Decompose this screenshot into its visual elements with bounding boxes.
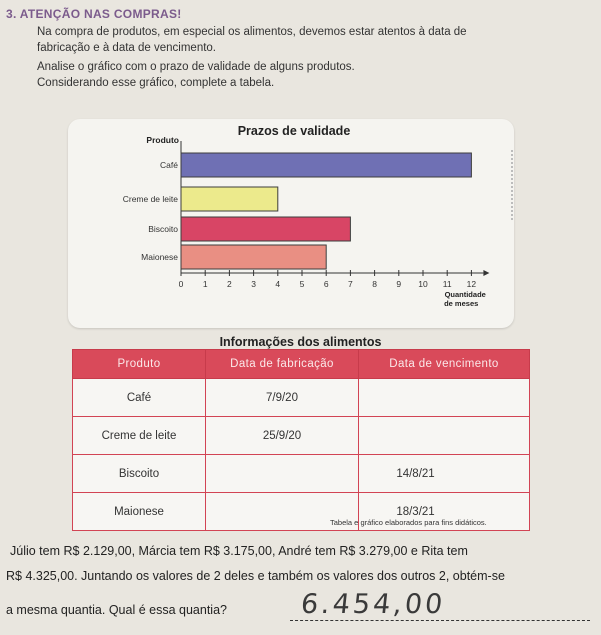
bar bbox=[181, 217, 350, 241]
question-line-2: fabricação e à data de vencimento. bbox=[37, 42, 217, 54]
table-header-row bbox=[73, 350, 530, 379]
category-label: Biscoito bbox=[148, 224, 178, 234]
x-tick-label: 0 bbox=[178, 279, 184, 289]
bar bbox=[181, 245, 326, 269]
header-product: Produto bbox=[73, 350, 206, 379]
expiry-date-cell[interactable] bbox=[359, 379, 530, 417]
header-manufacture-date: Data de fabricação bbox=[206, 350, 359, 379]
manufacture-date-cell: 7/9/20 bbox=[206, 379, 359, 417]
category-label: Maionese bbox=[141, 252, 178, 262]
expiry-date-cell: 18/3/21 bbox=[359, 493, 530, 531]
handwritten-answer: 6.454,00 bbox=[299, 589, 447, 620]
header-expiry-date: Data de vencimento bbox=[359, 350, 530, 379]
table-row bbox=[73, 417, 530, 455]
product-cell: Maionese bbox=[73, 493, 206, 531]
x-tick-label: 3 bbox=[251, 279, 256, 289]
validity-chart bbox=[68, 119, 514, 328]
question-line-1: Na compra de produtos, em especial os alimentos, devemos estar atentos à data de bbox=[37, 26, 467, 38]
x-tick-label: 7 bbox=[348, 279, 353, 289]
x-tick-label: 6 bbox=[323, 279, 329, 289]
question-line-3: Analise o gráfico com o prazo de validade de alguns produtos. bbox=[37, 61, 355, 73]
x-tick-label: 2 bbox=[227, 279, 232, 289]
table-row bbox=[73, 455, 530, 493]
x-axis-label-line-2: de meses bbox=[444, 299, 479, 308]
x-tick-label: 12 bbox=[466, 279, 477, 289]
manufacture-date-cell: 25/9/20 bbox=[206, 417, 359, 455]
table-row bbox=[73, 379, 530, 417]
problem-line-3: a mesma quantia. Qual é essa quantia? bbox=[6, 603, 227, 617]
product-cell: Creme de leite bbox=[73, 417, 206, 455]
question-line-4: Considerando esse gráfico, complete a tabela. bbox=[37, 77, 275, 89]
table-source: Tabela e gráfico elaborados para fins didáticos. bbox=[330, 518, 487, 527]
x-tick-label: 11 bbox=[442, 279, 452, 289]
x-axis-arrow bbox=[483, 270, 489, 276]
chart-title: Prazos de validade bbox=[237, 124, 351, 138]
manufacture-date-cell[interactable] bbox=[206, 455, 359, 493]
food-info-table bbox=[72, 349, 530, 531]
product-cell: Biscoito bbox=[73, 455, 206, 493]
x-tick-label: 10 bbox=[418, 279, 428, 289]
y-axis-label: Produto bbox=[146, 135, 179, 145]
problem-line-2: R$ 4.325,00. Juntando os valores de 2 deles e também os valores dos outros 2, obtém-se bbox=[6, 569, 505, 583]
problem-line-1: Júlio tem R$ 2.129,00, Márcia tem R$ 3.175,00, André tem R$ 3.279,00 e Rita tem bbox=[10, 544, 468, 558]
question-title: 3. ATENÇÃO NAS COMPRAS! bbox=[6, 7, 182, 21]
category-label: Creme de leite bbox=[122, 194, 178, 204]
category-label: Café bbox=[160, 160, 178, 170]
x-axis-label-line-1: Quantidade bbox=[444, 290, 486, 299]
bar bbox=[181, 187, 278, 211]
expiry-date-cell[interactable] bbox=[359, 417, 530, 455]
x-tick-label: 4 bbox=[275, 279, 281, 289]
x-tick-label: 9 bbox=[396, 279, 402, 289]
x-tick-label: 8 bbox=[372, 279, 377, 289]
side-note-text bbox=[507, 150, 517, 220]
table-title: Informações dos alimentos bbox=[219, 335, 382, 349]
bar bbox=[181, 153, 471, 177]
product-cell: Café bbox=[73, 379, 206, 417]
answer-line[interactable] bbox=[290, 620, 590, 621]
expiry-date-cell: 14/8/21 bbox=[359, 455, 530, 493]
x-tick-label: 5 bbox=[299, 279, 305, 289]
x-tick-label: 1 bbox=[202, 279, 208, 289]
